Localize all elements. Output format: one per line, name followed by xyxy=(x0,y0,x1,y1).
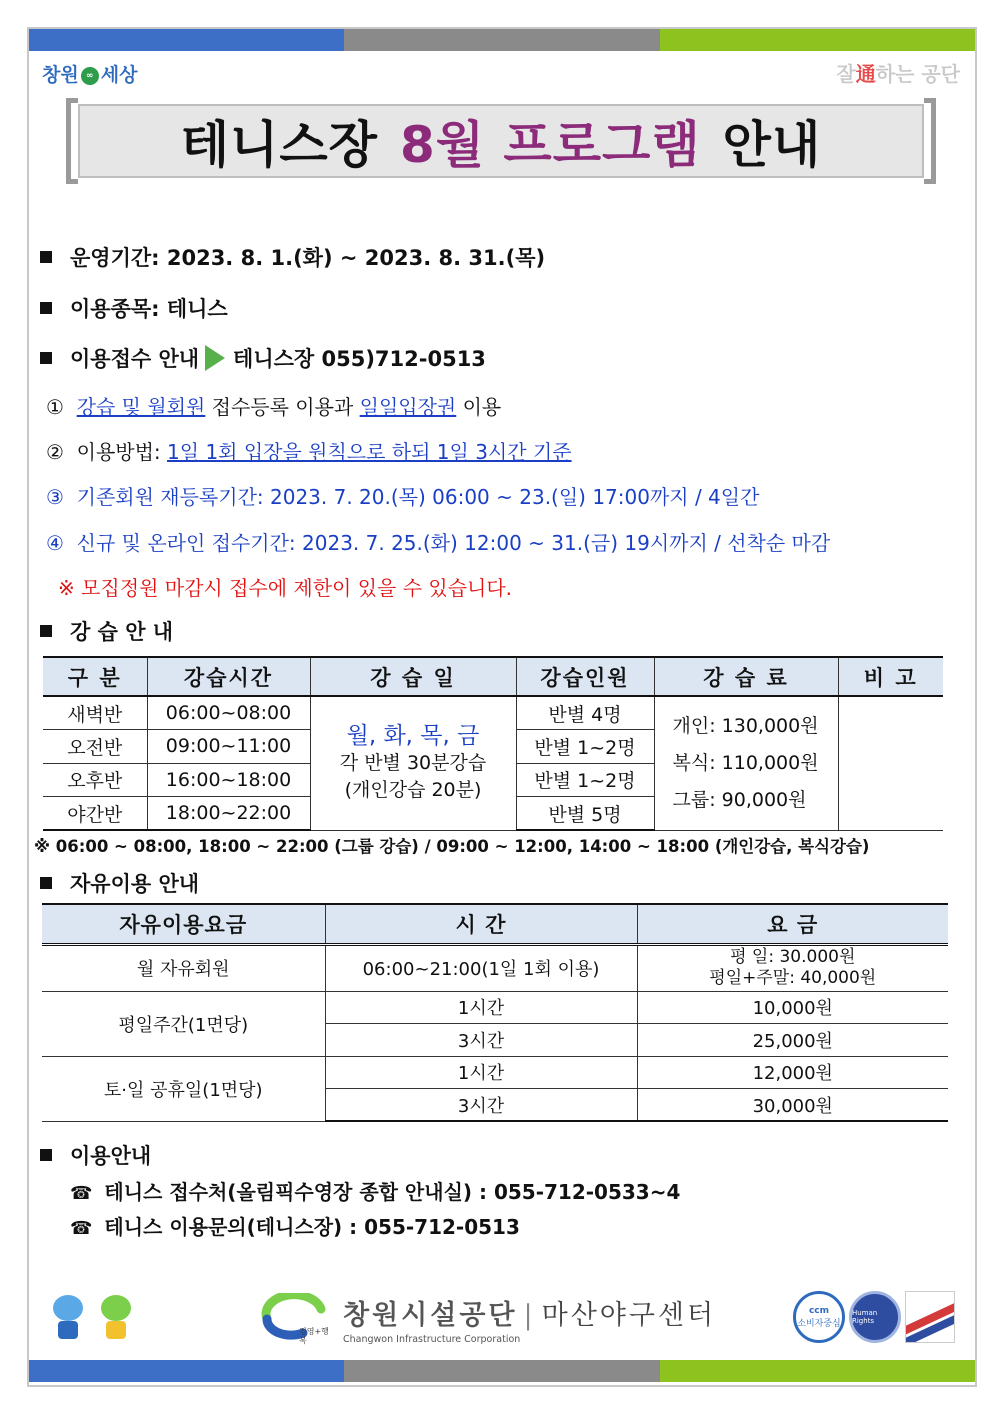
bullet-square-icon xyxy=(40,877,52,889)
corp-logo-block: 경영+행복 창원시설공단 | 마산야구센터 Changwon Infrastructure Corporation xyxy=(259,1293,716,1345)
certification-badges xyxy=(793,1291,955,1343)
sport-type: 이용종목: 테니스 xyxy=(40,293,228,323)
table-row: 월 자유회원 06:00~21:00(1일 1회 이용) 평 일: 30.000원 평일+주말: 40,000원 xyxy=(42,944,948,991)
lesson-days: 월, 화, 목, 금 각 반별 30분강습 (개인강습 20분) xyxy=(310,696,516,830)
ccm-badge-icon: ccm 소비자중심 xyxy=(793,1291,845,1343)
reception-item-2: ② 이용방법: 1일 1회 입장을 원칙으로 하되 1일 3시간 기준 xyxy=(46,440,572,464)
lessons-note: ※ 06:00 ~ 08:00, 18:00 ~ 22:00 (그룹 강습) / 09:00 ~ 12:00, 14:00 ~ 18:00 (개인강습, 복식강습) xyxy=(34,837,870,856)
bottom-color-bar xyxy=(29,1360,975,1382)
city-logo: 창원 ∞ 세상 xyxy=(42,64,138,86)
table-row: 오후반 16:00~18:00 반별 1~2명 xyxy=(43,763,943,797)
page-title: 테니스장 8월 프로그램 안내 xyxy=(78,104,924,178)
table-header-row: 구 분 강습시간 강 습 일 강습인원 강 습 료 비 고 xyxy=(43,657,943,696)
bullet-square-icon xyxy=(40,251,52,263)
corp-slogan-logo: 잘通하는 공단 xyxy=(836,62,960,86)
table-row: 오전반 09:00~11:00 반별 1~2명 xyxy=(43,730,943,764)
table-row: 3시간 25,000원 xyxy=(42,1024,948,1057)
telephone-icon: ☎ xyxy=(70,1218,93,1239)
lesson-fees: 개인: 130,000원 복식: 110,000원 그룹: 90,000원 xyxy=(654,696,838,830)
table-row: 토·일 공휴일(1면당) 1시간 12,000원 xyxy=(42,1056,948,1089)
free-use-table xyxy=(42,903,948,1122)
table-row: 새벽반 06:00~08:00 월, 화, 목, 금 각 반별 30분강습 (개인강습 20분) 반별 4명 개인: 130,000원 복식: 110,000원 그룹: 90,000원 xyxy=(43,696,943,730)
remarks-cell xyxy=(838,696,943,830)
guide-line-reception: ☎ 테니스 접수처(올림픽수영장 종합 안내실) : 055-712-0533~4 xyxy=(70,1180,681,1204)
human-rights-badge-icon: Human Rights xyxy=(849,1291,901,1343)
reception-item-4: ④ 신규 및 온라인 접수기간: 2023. 7. 25.(화) 12:00 ~ 31.(금) 19시까지 / 선착순 마감 xyxy=(46,531,831,555)
mascot-icon xyxy=(99,1295,133,1339)
table-row: 야간반 18:00~22:00 반별 5명 xyxy=(43,797,943,831)
table-header-row: 자유이용요금 시 간 요 금 xyxy=(42,904,948,944)
arrow-right-icon xyxy=(205,345,225,371)
table-row: 3시간 30,000원 xyxy=(42,1089,948,1122)
top-color-bar xyxy=(29,29,975,51)
mascot-icon xyxy=(51,1295,85,1339)
lessons-heading: 강 습 안 내 xyxy=(40,616,173,646)
warning-text: ※ 모집정원 마감시 접수에 제한이 있을 수 있습니다. xyxy=(58,576,513,600)
certification-mark-icon xyxy=(905,1291,955,1343)
free-use-heading: 자유이용 안내 xyxy=(40,868,199,898)
lessons-table xyxy=(43,656,943,831)
operation-period: 운영기간: 2023. 8. 1.(화) ~ 2023. 8. 31.(목) xyxy=(40,242,545,272)
reception-item-3: ③ 기존회원 재등록기간: 2023. 7. 20.(목) 06:00 ~ 23.(일) 17:00까지 / 4일간 xyxy=(46,485,760,509)
guide-line-inquiry: ☎ 테니스 이용문의(테니스장) : 055-712-0513 xyxy=(70,1215,520,1239)
table-row: 평일주간(1면당) 1시간 10,000원 xyxy=(42,991,948,1024)
footer xyxy=(29,1285,975,1350)
daily-ticket-link[interactable]: 일일입장권 xyxy=(359,395,457,419)
bullet-square-icon xyxy=(40,302,52,314)
bullet-square-icon xyxy=(40,625,52,637)
guide-heading: 이용안내 xyxy=(40,1140,151,1170)
reception-item-1: ① 강습 및 월회원 접수등록 이용과 일일입장권 이용 xyxy=(46,395,502,419)
reception-heading: 이용접수 안내 테니스장 055)712-0513 xyxy=(40,343,486,373)
telephone-icon: ☎ xyxy=(70,1183,93,1204)
bullet-square-icon xyxy=(40,352,52,364)
lesson-membership-link[interactable]: 강습 및 월회원 xyxy=(76,395,206,419)
title-box xyxy=(66,98,936,184)
corp-logo-icon: 경영+행복 xyxy=(259,1293,329,1345)
bullet-square-icon xyxy=(40,1149,52,1161)
